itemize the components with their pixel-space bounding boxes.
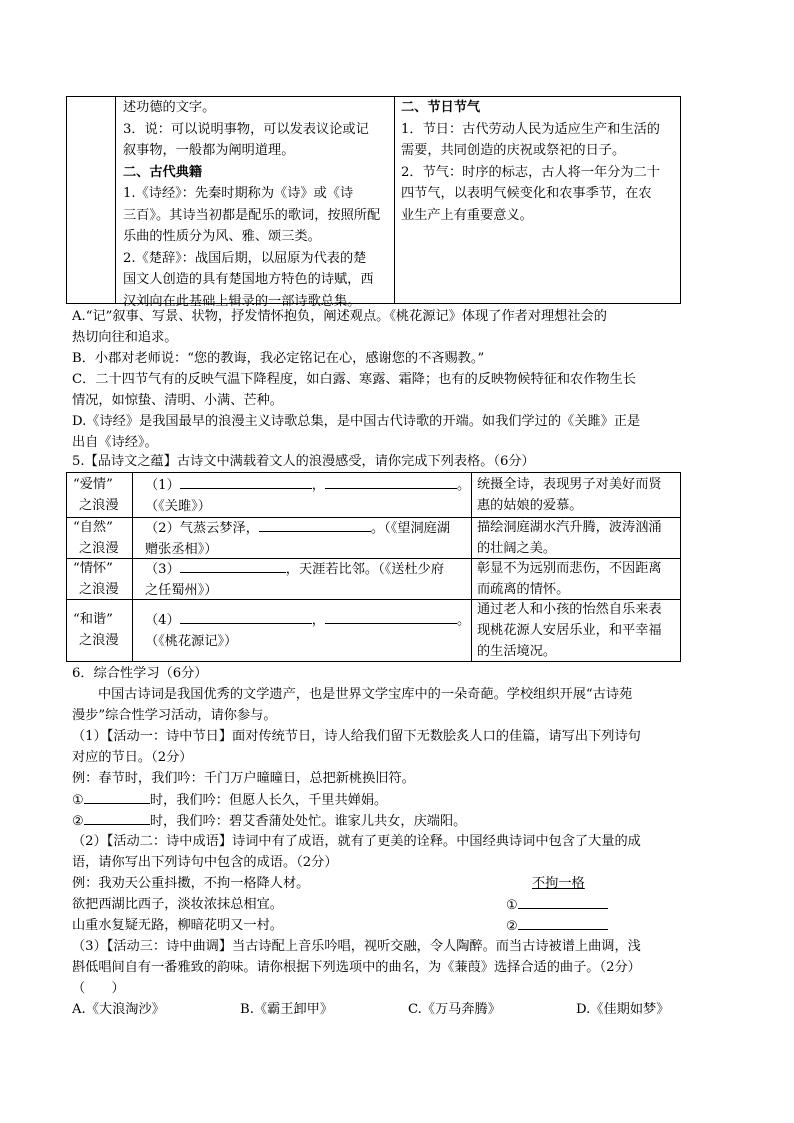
punct: 。	[456, 613, 471, 628]
q5-table	[66, 472, 681, 662]
theme-label: “情怀”	[73, 561, 113, 576]
item-number: （3）	[145, 562, 180, 577]
activity-1-item	[72, 810, 466, 832]
theme-label: 之浪漫	[79, 582, 119, 597]
activity-2-example: 例：我劝天公重抖擞，不拘一格降人材。	[72, 876, 310, 891]
text-line: 汉刘向在此基础上辑录的一部诗歌总集。	[123, 293, 361, 309]
theme-label: “自然”	[73, 520, 113, 535]
poem-fill-cell	[145, 517, 450, 560]
text-line: 需要，共同创造的庆祝或祭祀的日子。	[401, 143, 626, 158]
note-cell	[477, 558, 662, 600]
note-line: 惠的姑娘的爱慕。	[477, 498, 583, 513]
section-heading: 二、节日节气	[401, 100, 481, 115]
q6-intro: 中国古诗词是我国优秀的文学遗产，也是世界文学宝库中的一朵奇葩。学校组织开展“古诗苑	[98, 687, 633, 702]
text-line: 述功德的文字。	[123, 100, 216, 115]
answer-blank[interactable]	[325, 474, 457, 489]
example-answer	[520, 873, 597, 894]
theme-cell	[73, 609, 119, 651]
poem-source: （《关雎》）	[145, 499, 211, 514]
activity-2-prompt: （2）【活动二：诗中成语】诗词中有了成语，就有了更美的诠释。中国经典诗词中包含了大量的成	[72, 834, 641, 849]
top-table-middle-cell	[123, 97, 380, 312]
poem-fill-cell	[145, 474, 470, 517]
section-heading: 二、古代典籍	[123, 164, 203, 180]
answer-blank[interactable]	[84, 810, 150, 825]
answer-blank[interactable]	[518, 894, 608, 909]
text-line: 2.《楚辞》：战国后期，以屈原为代表的楚	[123, 250, 367, 266]
answer-blank[interactable]	[180, 558, 286, 573]
answer-blank[interactable]	[180, 474, 312, 489]
note-line: 现桃花源人安居乐业，和平幸福	[477, 623, 662, 638]
item-text: 时，我们吟：碧艾香蒲处处忙。谁家儿共女，庆端阳。	[149, 814, 467, 829]
poem-source: 。（《望洞庭湖	[370, 521, 451, 536]
item-number: ①	[72, 793, 84, 808]
note-line: 彰显不为远别而悲伤，不因距离	[477, 561, 662, 576]
note-cell	[477, 517, 662, 559]
option-d: D.《佳期如梦》	[576, 1002, 670, 1017]
text-line: 叙事物，一般都为阐明道理。	[123, 143, 295, 158]
activity-1-prompt: 对应的节日。（2分）	[72, 750, 193, 765]
item-number: （1）	[145, 478, 180, 493]
option-c-line: 情况，如惊蛰、清明、小满、芒种。	[72, 393, 283, 408]
poem-source: 之任蜀州》）	[145, 583, 218, 598]
q6-title: 6．综合性学习（6分）	[72, 666, 208, 681]
theme-cell	[73, 474, 119, 516]
answer-blank[interactable]	[84, 789, 150, 804]
note-line: 的生活境况。	[477, 644, 557, 659]
note-line: 通过老人和小孩的怡然自乐来表	[477, 602, 662, 617]
note-line: 的壮阔之美。	[477, 541, 557, 556]
note-line: 统摄全诗，表现男子对美好而贤	[477, 477, 662, 492]
activity-1-prompt: （1）【活动一：诗中节日】面对传统节日，诗人给我们留下无数脍炙人口的佳篇，请写出下列诗句	[72, 729, 641, 744]
table-divider	[115, 97, 116, 303]
text-line: 1．节日：古代劳动人民为适应生产和生活的	[401, 121, 660, 137]
item-text: 时，我们吟：但愿人长久，千里共婵娟。	[149, 793, 388, 808]
table-divider	[394, 97, 395, 303]
poem-fill-cell	[145, 558, 444, 601]
note-cell	[477, 474, 662, 516]
option-a-line: A.“记”叙事、写景、状物，抒发情怀抱负，阐述观点。《桃花源记》体现了作者对理想社会的	[72, 309, 607, 324]
activity-3-prompt: 斟低唱间自有一番雅致的韵味。请你根据下列选项中的曲名，为《蒹葭》选择合适的曲子。（2分）	[72, 960, 641, 975]
text-line: 3．说：可以说明事物，可以发表议论或记	[123, 121, 369, 137]
text-line: 三百》。其诗当初都是配乐的歌词，按照所配	[123, 207, 381, 223]
option-d-line: 出自《诗经》。	[72, 435, 158, 450]
answer-blank[interactable]	[259, 517, 371, 532]
answer-blank[interactable]	[325, 609, 457, 624]
item-number: ②	[506, 919, 518, 934]
q4-options	[72, 306, 640, 453]
note-line: 描绘洞庭湖水汽升腾，波涛汹涌	[477, 520, 662, 535]
table-divider	[132, 473, 133, 661]
option-a: A.《大浪淘沙》	[72, 1002, 165, 1017]
text-line: 业生产上有重要意义。	[401, 207, 533, 223]
top-table	[66, 96, 681, 309]
theme-label: 之浪漫	[79, 633, 119, 648]
activity-1-item	[72, 789, 387, 811]
punct: ，	[311, 478, 325, 493]
option-b: B．小郡对老师说：“您的教诲，我必定铭记在心，感谢您的不吝赐教。”	[72, 351, 485, 366]
text-line: 国文人创造的具有楚国地方特色的诗赋，西	[123, 272, 374, 287]
activity-2-answer	[506, 894, 608, 916]
text-line: 1.《诗经》：先秦时期称为《诗》或《诗	[123, 186, 354, 201]
theme-cell	[73, 558, 119, 600]
note-line: 而疏离的情怀。	[477, 582, 570, 597]
q6-intro: 漫步”综合性学习活动，请你参与。	[72, 708, 277, 723]
theme-cell	[73, 517, 119, 559]
option-c: C.《万马奔腾》	[408, 1002, 501, 1017]
punct: ，	[311, 613, 325, 628]
q5-title: 5.【品诗文之蕴】古诗文中满载着文人的浪漫感受，请你完成下列表格。（6分）	[72, 454, 535, 469]
item-number: （4）	[145, 613, 180, 628]
example-answer-text: 不拘一格	[532, 876, 585, 891]
activity-3-prompt: （3）【活动三：诗中曲调】当古诗配上音乐吟唱，视听交融，令人陶醉。而当古诗被谱上曲调，浅	[72, 939, 641, 954]
table-divider	[471, 473, 472, 661]
note-cell	[477, 599, 662, 662]
poem-text: ，天涯若比邻。（《送杜少府	[285, 562, 445, 577]
activity-2-item: 山重水复疑无路，柳暗花明又一村。	[72, 918, 283, 933]
text-line: 四节气，以表明气候变化和农事季节，在农	[401, 186, 652, 201]
activity-2-prompt: 语，请你写出下列诗句中包含的成语。（2分）	[72, 855, 338, 870]
poem-source: 赠张丞相》）	[145, 542, 218, 557]
poem-fill-cell	[145, 609, 470, 652]
theme-label: “和谐”	[73, 612, 113, 627]
punct: 。	[456, 478, 471, 493]
answer-blank[interactable]	[180, 609, 312, 624]
option-d-line: D.《诗经》是我国最早的浪漫主义诗歌总集，是中国古代诗歌的开端。如我们学过的《关雎》正是	[72, 414, 641, 429]
text-line: 乐曲的性质分为风、雅、颂三类。	[123, 229, 321, 244]
item-number: ①	[506, 898, 518, 913]
activity-1-example: 例：春节时，我们吟：千门万户曈曈日，总把新桃换旧符。	[72, 771, 415, 786]
theme-label: 之浪漫	[79, 498, 119, 513]
theme-label: “爱情”	[73, 477, 113, 492]
poem-text: （2）气蒸云梦泽，	[145, 521, 259, 536]
option-a-line: 热切向往和追求。	[72, 330, 178, 345]
answer-paren[interactable]: （ ）	[72, 981, 125, 996]
option-c-line: C．二十四节气有的反映气温下降程度，如白露、寒露、霜降；也有的反映物候特征和农作物生长	[72, 372, 636, 387]
activity-2-answer	[506, 915, 608, 937]
option-b: B.《霸王卸甲》	[240, 1002, 334, 1017]
poem-source: （《桃花源记》）	[145, 634, 238, 649]
text-line: 2．节气：时序的标志，古人将一年分为二十	[401, 164, 660, 180]
answer-blank[interactable]	[518, 915, 608, 930]
activity-2-item: 欲把西湖比西子，淡妆浓抹总相宜。	[72, 897, 283, 912]
top-table-right-cell	[401, 97, 660, 226]
theme-label: 之浪漫	[79, 541, 119, 556]
item-number: ②	[72, 814, 84, 829]
